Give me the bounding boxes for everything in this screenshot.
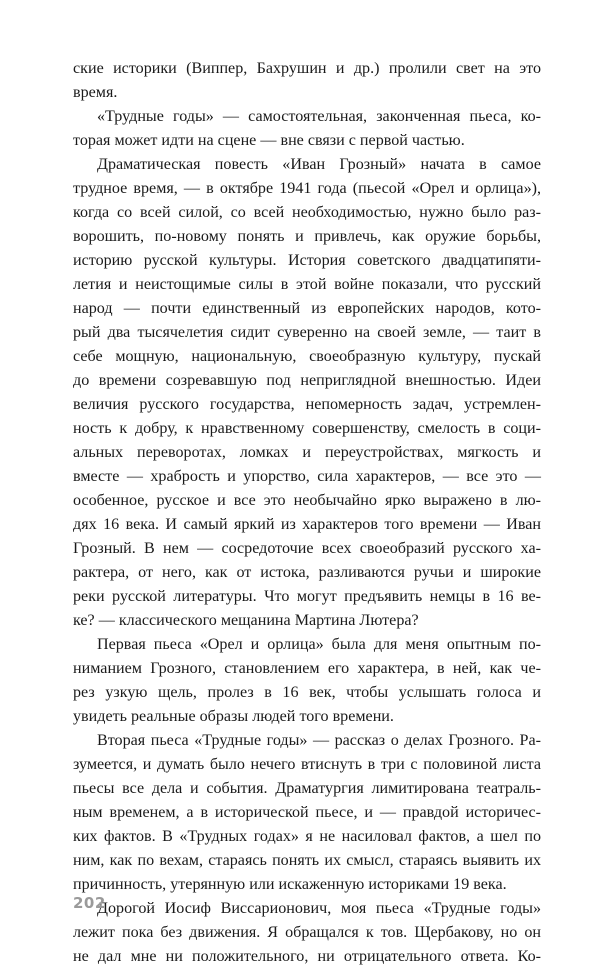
text-line-content: народ — почти единственный из европейских народов, кото- [73, 300, 541, 317]
text-line [73, 105, 541, 129]
text-line-content: ворошить, по-новому понять и привлечь, как оружие борьбы, [73, 228, 541, 245]
text-line [73, 57, 541, 81]
text-line [73, 393, 541, 417]
text-line [73, 441, 541, 465]
text-line [73, 345, 541, 369]
text-line [73, 849, 541, 873]
text-line [73, 273, 541, 297]
text-line-content: рактера, от него, как от истока, разливаются ручьи и широкие [73, 564, 541, 581]
text-line-content: рый два тысячелетия сидит суверенно на своей земле, — таит в [73, 324, 541, 341]
text-line-content: Драматическая повесть «Иван Грозный» начата в самое [97, 156, 541, 173]
body-text [73, 57, 541, 969]
text-line [73, 585, 541, 609]
text-line [73, 609, 541, 633]
text-line [73, 153, 541, 177]
text-line [73, 537, 541, 561]
text-line-content: не дал мне ни положительного, ни отрицательного ответа. Ко- [73, 948, 541, 965]
text-line-content: до времени созревавшую под неприглядной внешностью. Идеи [73, 372, 541, 389]
text-line-content: ным временем, а в исторической пьесе, и — правдой историчес- [73, 804, 541, 821]
text-line-content: торая может идти на сцене — вне связи с первой частью. [73, 132, 465, 149]
text-line-content: рез узкую щель, пролез в 16 век, чтобы услышать голоса и [73, 684, 541, 701]
text-line-content: Вторая пьеса «Трудные годы» — рассказ о делах Грозного. Ра- [97, 732, 541, 749]
text-line [73, 369, 541, 393]
text-line-content: летия и неистощимые силы в этой войне показали, что русский [73, 276, 541, 293]
text-line-content: когда со всей силой, со всей необходимостью, нужно было раз- [73, 204, 541, 221]
text-line-content: альных переворотах, ломках и переустройствах, мягкость и [73, 444, 541, 461]
text-line-content: историю русской культуры. История советского двадцатипяти- [73, 252, 541, 269]
text-line-content: ке? — классического мещанина Мартина Лютера? [73, 612, 419, 629]
text-line-content: время. [73, 84, 118, 101]
page-number: 202 [73, 894, 106, 912]
text-line-content: пьесы все дела и события. Драматургия лимитирована театраль- [73, 780, 541, 797]
text-line-content: зумеется, и думать было нечего втиснуть в три с половиной листа [73, 756, 541, 773]
text-line-content: увидеть реальные образы людей того времени. [73, 708, 394, 725]
text-line-content: трудное время, — в октябре 1941 года (пьесой «Орел и орлица»), [73, 180, 541, 197]
text-line [73, 825, 541, 849]
text-line [73, 225, 541, 249]
text-line [73, 321, 541, 345]
text-line-content: «Трудные годы» — самостоятельная, законченная пьеса, ко- [97, 108, 541, 125]
text-line [73, 921, 541, 945]
text-line [73, 513, 541, 537]
text-line-content: себе мощную, национальную, своеобразную культуру, пускай [73, 348, 541, 365]
text-line-content: ним, как по вехам, стараясь понять их смысл, стараясь выявить их [73, 852, 541, 869]
text-line-content: ниманием Грозного, становлением его характера, в ней, как че- [73, 660, 541, 677]
text-line [73, 489, 541, 513]
text-line-content: Первая пьеса «Орел и орлица» была для меня опытным по- [97, 636, 541, 653]
text-line [73, 201, 541, 225]
text-line-content: вместе — храбрость и упорство, сила характеров, — все это — [73, 468, 541, 485]
text-line-content: причинность, утерянную или искаженную историками 19 века. [73, 876, 507, 893]
text-line [73, 417, 541, 441]
text-line-content: ские историки (Виппер, Бахрушин и др.) пролили свет на это [73, 60, 541, 77]
text-line-content: реки русской литературы. Что могут предъявить немцы в 16 ве- [73, 588, 541, 605]
text-line [73, 657, 541, 681]
text-line-content: величия русского государства, непомерность задач, устремлен- [73, 396, 541, 413]
text-line [73, 249, 541, 273]
text-line-content: ность к добру, к нравственному совершенству, смелость в соци- [73, 420, 541, 437]
text-line [73, 297, 541, 321]
text-line [73, 873, 541, 897]
text-line [73, 801, 541, 825]
text-line-content: особенное, русское и все это необычайно ярко выражено в лю- [73, 492, 541, 509]
text-line [73, 777, 541, 801]
text-line [73, 129, 541, 153]
text-line [73, 465, 541, 489]
text-line-content: Грозный. В нем — сосредоточие всех своеобразий русского ха- [73, 540, 541, 557]
text-line [73, 81, 541, 105]
text-line [73, 681, 541, 705]
text-line [73, 705, 541, 729]
text-line-content: Дорогой Иосиф Виссарионович, моя пьеса «Трудные годы» [97, 900, 541, 917]
text-line-content: лежит пока без движения. Я обращался к тов. Щербакову, но он [73, 924, 541, 941]
text-line [73, 633, 541, 657]
text-line-content: дях 16 века. И самый яркий из характеров того времени — Иван [73, 516, 541, 533]
text-line [73, 753, 541, 777]
text-line [73, 945, 541, 969]
text-line [73, 897, 541, 921]
text-line-content: ких фактов. В «Трудных годах» я не насиловал фактов, а шел по [73, 828, 541, 845]
text-line [73, 729, 541, 753]
text-line [73, 561, 541, 585]
text-line [73, 177, 541, 201]
